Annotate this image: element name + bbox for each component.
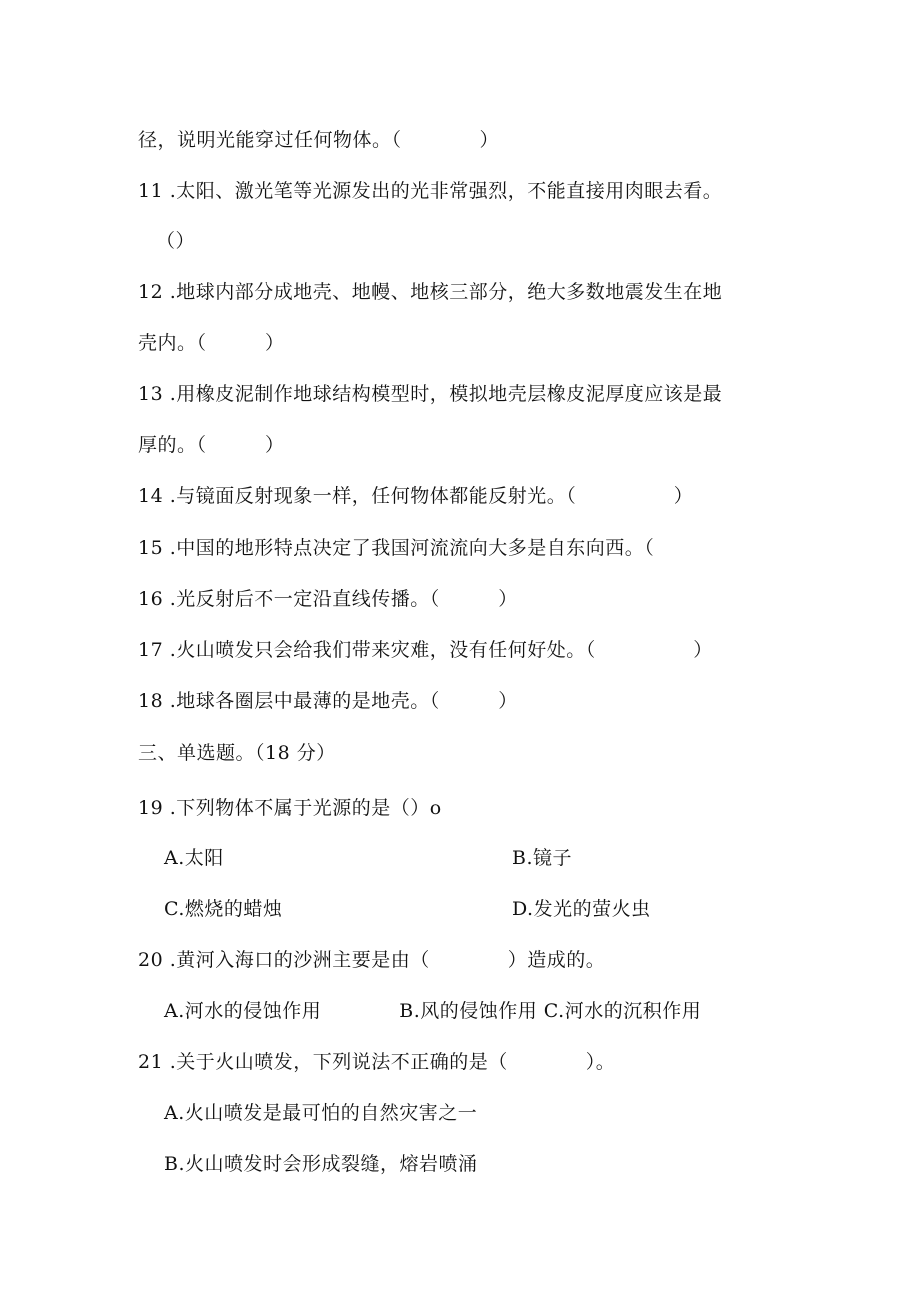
question-11-answer-blank: （） (156, 230, 196, 252)
question-13: 13 .用橡皮泥制作地球结构模型时，模拟地壳层橡皮泥厚度应该是最 (138, 383, 723, 405)
question-13-continuation: 厚的。（ ） (138, 434, 285, 456)
question-21-option-a: A.火山喷发是最可怕的自然灾害之一 (164, 1102, 478, 1124)
section-heading-single-choice: 三、单选题。（18 分） (138, 742, 336, 764)
question-18: 18 .地球各圈层中最薄的是地壳。（ ） (138, 690, 518, 712)
question-19-option-d: D.发光的萤火虫 (512, 898, 651, 920)
question-20: 20 .黄河入海口的沙洲主要是由（ ）造成的。 (138, 949, 606, 971)
question-12: 12 .地球内部分成地壳、地幔、地核三部分，绝大多数地震发生在地 (138, 281, 723, 303)
question-17: 17 .火山喷发只会给我们带来灾难，没有任何好处。（ ） (138, 639, 713, 661)
question-19-option-c: C.燃烧的蜡烛 (164, 898, 283, 920)
question-20-options: A.河水的侵蚀作用 B.风的侵蚀作用 C.河水的沉积作用 (164, 1000, 702, 1022)
question-15: 15 .中国的地形特点决定了我国河流流向大多是自东向西。（ (138, 537, 655, 559)
question-14: 14 .与镜面反射现象一样，任何物体都能反射光。（ ） (138, 485, 694, 507)
question-21-option-b: B.火山喷发时会形成裂缝，熔岩喷涌 (164, 1153, 478, 1175)
question-11: 11 .太阳、激光笔等光源发出的光非常强烈，不能直接用肉眼去看。 (138, 180, 723, 202)
question-12-continuation: 壳内。（ ） (138, 332, 285, 354)
question-21: 21 .关于火山喷发，下列说法不正确的是（ ）。 (138, 1051, 616, 1073)
question-16: 16 .光反射后不一定沿直线传播。（ ） (138, 588, 518, 610)
question-19-option-a: A.太阳 (164, 847, 224, 869)
question-19: 19 .下列物体不属于光源的是（）o (138, 797, 442, 819)
question-19-option-b: B.镜子 (512, 847, 573, 869)
question-10-continuation: 径，说明光能穿过任何物体。（ ） (138, 129, 500, 151)
